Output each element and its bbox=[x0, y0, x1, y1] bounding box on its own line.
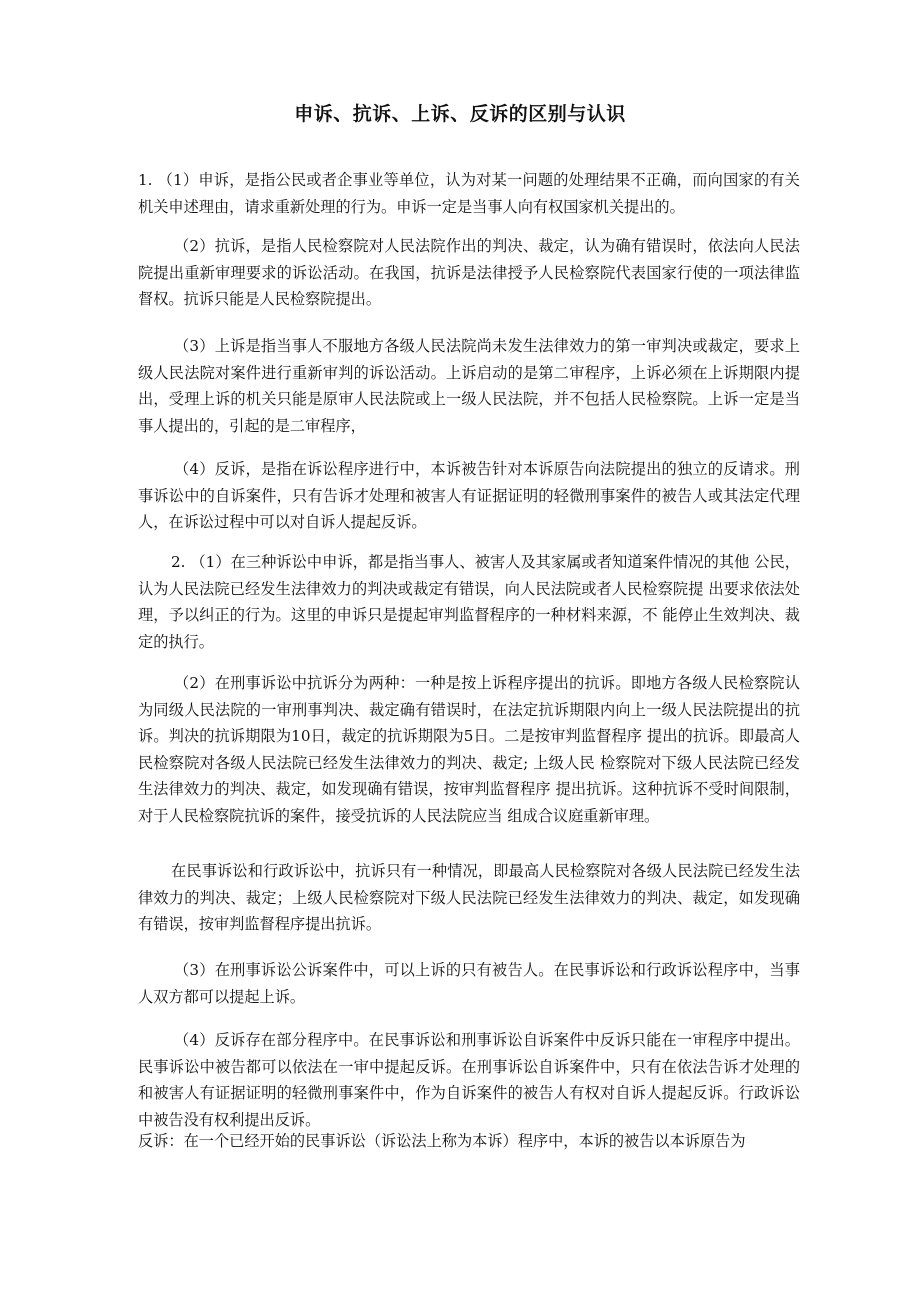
paragraph-1-3: （3）上诉是指当事人不服地方各级人民法院尚未发生法律效力的第一审判决或裁定，要求上级人民法院对案件进行重新审判的诉讼活动。上诉启动的是第二审程序，上诉必须在上诉期限内提出，受理上诉的机关只能是原审人民法院或上一级人民法院，并不包括人民检察院。上诉一定是当事人提出的，引起的是二审程序， bbox=[138, 337, 800, 435]
paragraph-1-1: 1. （1）申诉，是指公民或者企事业等单位，认为对某一问题的处理结果不正确，而向国家的有关机关申述理由，请求重新处理的行为。申诉一定是当事人向有权国家机关提出的。 bbox=[138, 171, 800, 216]
paragraph-2-4: （4）反诉存在部分程序中。在民事诉讼和刑事诉讼自诉案件中反诉只能在一审程序中提出。民事诉讼中被告都可以依法在一审中提起反诉。在刑事诉讼自诉案件中，只有在依法告诉才处理的和被害人有证据证明的轻微刑事案件中，作为自诉案件的被告人有权对自诉人提起反诉。行政诉讼中被告没有权利提出反诉。 bbox=[138, 1031, 800, 1129]
paragraph-2-1: 2. （1）在三种诉讼中申诉，都是指当事人、被害人及其家属或者知道案件情况的其他 公民，认为人民法院已经发生法律效力的判决或裁定有错误，向人民法院或者人民检察院提 出要求依法处理，予以纠正的行为。这里的申诉只是提起审判监督程序的一种材料来源，不 能停止生效判决、裁定的执行。 bbox=[138, 553, 800, 651]
paragraph-1-4: （4）反诉，是指在诉讼程序进行中，本诉被告针对本诉原告向法院提出的独立的反请求。刑事诉讼中的自诉案件，只有告诉才处理和被害人有证据证明的轻微刑事案件的被告人或其法定代理人，在诉讼过程中可以对自诉人提起反诉。 bbox=[138, 460, 800, 531]
paragraph-counterclaim-definition: 反诉：在一个已经开始的民事诉讼（诉讼法上称为本诉）程序中，本诉的被告以本诉原告为 bbox=[138, 1132, 746, 1150]
paragraph-2-2-civil: 在民事诉讼和行政诉讼中，抗诉只有一种情况，即最高人民检察院对各级人民法院已经发生法律效力的判决、裁定；上级人民检察院对下级人民法院已经发生法律效力的判决、裁定，如发现确有错误，按审判监督程序提出抗诉。 bbox=[138, 862, 800, 933]
paragraph-2-2: （2）在刑事诉讼中抗诉分为两种：一种是按上诉程序提出的抗诉。即地方各级人民检察院认为同级人民法院的一审刑事判决、裁定确有错误时，在法定抗诉期限内向上一级人民法院提出的抗诉。判决的抗诉期限为10日，裁定的抗诉期限为5日。二是按审判监督程序 提出的抗诉。即最高人民检察院对各级人民法院已经发生法律效力的判决、裁定; 上级人民 检察院对下级人民法院已经发生法律效力的判决、裁定，如发现确有错误，按审判监督程序 提出抗诉。这种抗诉不受时间限制，对于人民检察院抗诉的案件，接受抗诉的人民法院应当 组成合议庭重新审理。 bbox=[138, 674, 800, 825]
paragraph-2-3: （3）在刑事诉讼公诉案件中，可以上诉的只有被告人。在民事诉讼和行政诉讼程序中，当事人双方都可以提起上诉。 bbox=[138, 961, 800, 1006]
document-title: 申诉、抗诉、上诉、反诉的区别与认识 bbox=[294, 103, 626, 125]
paragraph-1-2: （2）抗诉，是指人民检察院对人民法院作出的判决、裁定，认为确有错误时，依法向人民法院提出重新审理要求的诉讼活动。在我国，抗诉是法律授予人民检察院代表国家行使的一项法律监督权。抗诉只能是人民检察院提出。 bbox=[138, 237, 800, 308]
